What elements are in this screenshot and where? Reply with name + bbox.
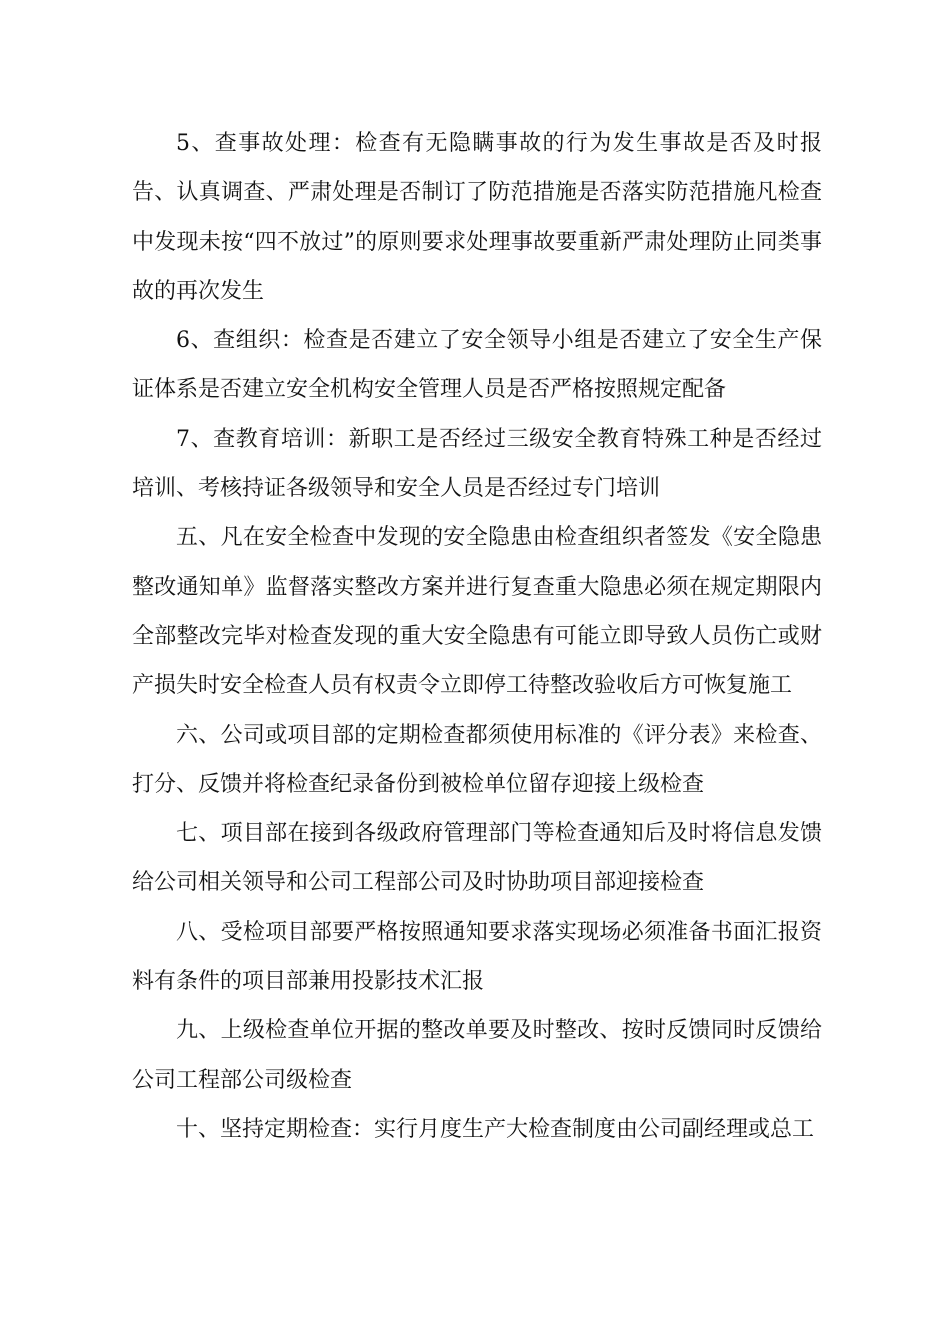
document-body (132, 119, 822, 1154)
paragraph-rectification-feedback: 九、上级检查单位开据的整改单要及时整改、按时反馈同时反馈给公司工程部公司级检查 (132, 1018, 822, 1093)
paragraph-accident-handling: 5、查事故处理：检查有无隐瞒事故的行为发生事故是否及时报告、认真调查、严肃处理是否制订了防范措施是否落实防范措施凡检查中发现未按“四不放过”的原则要求处理事故要重新严肃处理防止同类事故的再次发生 (132, 131, 822, 304)
paragraph-inspection-notice: 七、项目部在接到各级政府管理部门等检查通知后及时将信息发馈给公司相关领导和公司工程部公司及时协助项目部迎接检查 (132, 821, 822, 896)
paragraph-report-materials: 八、受检项目部要严格按照通知要求落实现场必须准备书面汇报资料有条件的项目部兼用投影技术汇报 (132, 919, 822, 995)
paragraph-education-training: 7、查教育培训：新职工是否经过三级安全教育特殊工种是否经过培训、考核持证各级领导和安全人员是否经过专门培训 (132, 426, 822, 502)
paragraph-scoring-table: 六、公司或项目部的定期检查都须使用标准的《评分表》来检查、打分、反馈并将检查纪录备份到被检单位留存迎接上级检查 (132, 722, 822, 797)
paragraph-hazard-rectification: 五、凡在安全检查中发现的安全隐患由检查组织者签发《安全隐患整改通知单》监督落实整改方案并进行复查重大隐患必须在规定期限内全部整改完毕对检查发现的重大安全隐患有可能立即导致人员伤亡或财产损失时安全检查人员有权责令立即停工待整改验收后方可恢复施工 (132, 525, 822, 699)
paragraph-regular-inspection: 十、坚持定期检查：实行月度生产大检查制度由公司副经理或总工 (176, 1116, 815, 1142)
paragraph-organization: 6、查组织：检查是否建立了安全领导小组是否建立了安全生产保证体系是否建立安全机构安全管理人员是否严格按照规定配备 (132, 328, 822, 403)
